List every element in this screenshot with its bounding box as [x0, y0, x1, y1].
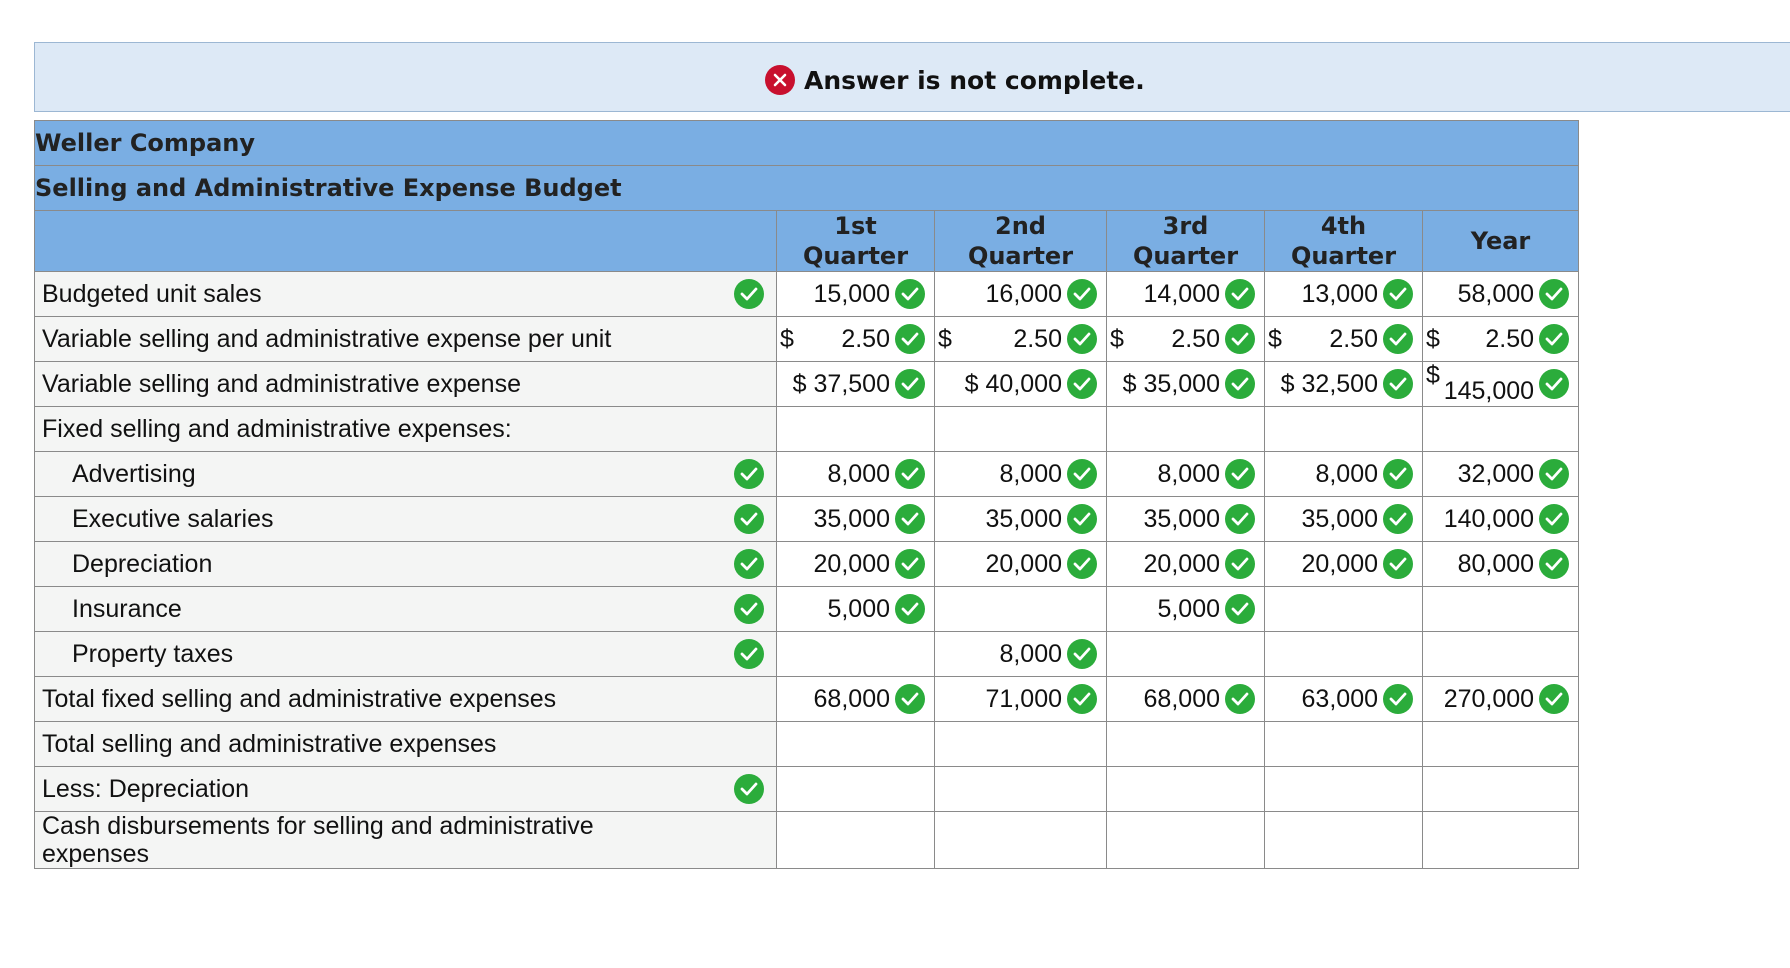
- cell-check-wrap: [1067, 632, 1097, 676]
- check-icon: [1067, 459, 1097, 489]
- amount-value: 140,000: [1443, 504, 1535, 533]
- table-row: [35, 587, 1579, 632]
- amount-value: 8,000: [999, 459, 1062, 488]
- amount-input-cell[interactable]: [1107, 767, 1265, 812]
- amount-input-cell[interactable]: [1265, 407, 1423, 452]
- label-check-wrap: [734, 452, 764, 496]
- amount-input-cell[interactable]: [1423, 767, 1579, 812]
- amount-input-cell[interactable]: [935, 362, 1107, 407]
- amount-input-cell[interactable]: [935, 497, 1107, 542]
- row-label: Total fixed selling and administrative expenses: [42, 684, 557, 713]
- row-label-cell[interactable]: [35, 632, 777, 677]
- amount-input-cell[interactable]: [1265, 677, 1423, 722]
- cell-check-wrap: [1225, 497, 1255, 541]
- amount-value: 8,000: [827, 459, 890, 488]
- amount-input-cell[interactable]: [1423, 587, 1579, 632]
- amount-value: 20,000: [813, 549, 890, 578]
- label-check-wrap: [734, 542, 764, 586]
- row-label-cell[interactable]: [35, 407, 777, 452]
- amount-input-cell[interactable]: [777, 767, 935, 812]
- row-label: Variable selling and administrative expense per unit: [42, 324, 612, 353]
- amount-input-cell[interactable]: [777, 497, 935, 542]
- amount-value: 35,000: [813, 504, 890, 533]
- row-label: Depreciation: [72, 549, 213, 578]
- cell-check-wrap: [1383, 497, 1413, 541]
- check-icon: [895, 504, 925, 534]
- answer-status-banner: [34, 42, 1790, 112]
- check-icon: [1383, 684, 1413, 714]
- amount-value: 5,000: [827, 594, 890, 623]
- amount-input-cell[interactable]: [777, 587, 935, 632]
- amount-input-cell[interactable]: [1265, 272, 1423, 317]
- amount-input-cell[interactable]: [1423, 497, 1579, 542]
- amount-value: 13,000: [1301, 279, 1378, 308]
- cell-check-wrap: [1539, 452, 1569, 496]
- amount-input-cell[interactable]: [1107, 722, 1265, 767]
- column-header-line1: 1st: [834, 212, 877, 240]
- column-header-line2: Quarter: [1290, 242, 1397, 270]
- amount-value: 2.50: [841, 324, 890, 353]
- amount-input-cell[interactable]: [1423, 722, 1579, 767]
- expense-budget-table: [34, 120, 1579, 869]
- cell-check-wrap: [1539, 677, 1569, 721]
- amount-value: 2.50: [1329, 324, 1378, 353]
- check-icon: [895, 324, 925, 354]
- cell-check-wrap: [895, 317, 925, 361]
- amount-input-cell[interactable]: [935, 722, 1107, 767]
- amount-value: 32,000: [1457, 459, 1535, 488]
- cell-check-wrap: [1383, 317, 1413, 361]
- table-row: [35, 452, 1579, 497]
- amount-input-cell[interactable]: [1107, 632, 1265, 677]
- amount-value: 14,000: [1143, 279, 1220, 308]
- row-label: Less: Depreciation: [42, 774, 250, 803]
- check-icon: [895, 459, 925, 489]
- amount-value: 2.50: [1013, 324, 1062, 353]
- amount-input-cell[interactable]: [935, 632, 1107, 677]
- row-label: Total selling and administrative expenses: [42, 729, 497, 758]
- label-check-wrap: [734, 272, 764, 316]
- cell-check-wrap: [1225, 587, 1255, 631]
- check-icon: [1067, 639, 1097, 669]
- check-icon: [734, 639, 764, 669]
- amount-value: 35,000: [1143, 504, 1220, 533]
- check-icon: [1383, 369, 1413, 399]
- row-label-cell[interactable]: [35, 317, 777, 362]
- label-check-wrap: [734, 767, 764, 811]
- row-label: Insurance: [72, 594, 182, 623]
- amount-value: 2.50: [1171, 324, 1220, 353]
- check-icon: [895, 279, 925, 309]
- amount-input-cell[interactable]: [935, 812, 1107, 869]
- cell-check-wrap: [895, 272, 925, 316]
- amount-value: 8,000: [1315, 459, 1378, 488]
- column-header: [1107, 211, 1265, 272]
- table-row: [35, 317, 1579, 362]
- amount-input-cell[interactable]: [777, 677, 935, 722]
- cell-check-wrap: [1067, 677, 1097, 721]
- amount-input-cell[interactable]: [1423, 317, 1579, 362]
- amount-input-cell[interactable]: [1423, 542, 1579, 587]
- amount-input-cell[interactable]: [1265, 497, 1423, 542]
- amount-input-cell[interactable]: [1107, 542, 1265, 587]
- check-icon: [734, 549, 764, 579]
- dollar-sign: $: [780, 324, 794, 353]
- column-header-line2: Quarter: [1132, 242, 1239, 270]
- check-icon: [1383, 324, 1413, 354]
- table-row: [35, 767, 1579, 812]
- check-icon: [1539, 549, 1569, 579]
- row-label: Property taxes: [72, 639, 234, 668]
- amount-input-cell[interactable]: [935, 407, 1107, 452]
- error-x-icon: [765, 65, 795, 95]
- amount-input-cell[interactable]: [935, 272, 1107, 317]
- cell-check-wrap: [895, 587, 925, 631]
- amount-value: 80,000: [1457, 549, 1535, 578]
- amount-input-cell[interactable]: [1423, 452, 1579, 497]
- check-icon: [1383, 459, 1413, 489]
- column-header: [935, 211, 1107, 272]
- column-header-line1: 3rd: [1162, 212, 1209, 240]
- amount-input-cell[interactable]: [935, 317, 1107, 362]
- check-icon: [734, 594, 764, 624]
- cell-check-wrap: [895, 677, 925, 721]
- row-label: Fixed selling and administrative expenses:: [42, 414, 512, 443]
- check-icon: [1383, 279, 1413, 309]
- row-label-cell[interactable]: [35, 497, 777, 542]
- amount-input-cell[interactable]: [935, 542, 1107, 587]
- check-icon: [1539, 369, 1569, 399]
- check-icon: [895, 594, 925, 624]
- amount-value: $ 32,500: [1280, 369, 1378, 398]
- cell-check-wrap: [895, 497, 925, 541]
- check-icon: [1067, 279, 1097, 309]
- amount-input-cell[interactable]: [1265, 542, 1423, 587]
- cell-check-wrap: [895, 362, 925, 406]
- amount-input-cell[interactable]: [1423, 812, 1579, 869]
- column-header: [1265, 211, 1423, 272]
- amount-value: 2.50: [1485, 324, 1535, 353]
- amount-input-cell[interactable]: [1265, 587, 1423, 632]
- check-icon: [895, 549, 925, 579]
- cell-check-wrap: [1383, 452, 1413, 496]
- amount-value: 20,000: [1301, 549, 1378, 578]
- amount-input-cell[interactable]: [935, 677, 1107, 722]
- cell-check-wrap: [895, 542, 925, 586]
- header-blank: [35, 211, 777, 272]
- cell-check-wrap: [1383, 362, 1413, 406]
- amount-input-cell[interactable]: [1265, 812, 1423, 869]
- amount-input-cell[interactable]: [777, 722, 935, 767]
- amount-value: 71,000: [985, 684, 1062, 713]
- amount-value: 35,000: [985, 504, 1062, 533]
- dollar-sign: $: [1426, 361, 1440, 389]
- amount-value: 16,000: [985, 279, 1062, 308]
- check-icon: [895, 684, 925, 714]
- amount-value: $ 35,000: [1122, 369, 1220, 398]
- amount-value: 35,000: [1301, 504, 1378, 533]
- amount-value: 58,000: [1457, 279, 1535, 308]
- amount-value: 270,000: [1443, 684, 1535, 713]
- column-header-line1: 2nd: [995, 212, 1046, 240]
- check-icon: [1225, 324, 1255, 354]
- cell-check-wrap: [1225, 452, 1255, 496]
- cell-check-wrap: [1225, 317, 1255, 361]
- cell-check-wrap: [1383, 272, 1413, 316]
- cell-check-wrap: [1067, 317, 1097, 361]
- amount-input-cell[interactable]: [1265, 632, 1423, 677]
- amount-input-cell[interactable]: [1107, 362, 1265, 407]
- row-label-cell[interactable]: [35, 542, 777, 587]
- amount-input-cell[interactable]: [1423, 632, 1579, 677]
- row-label-cell[interactable]: [35, 677, 777, 722]
- check-icon: [1225, 549, 1255, 579]
- label-check-wrap: [734, 587, 764, 631]
- dollar-sign: $: [938, 324, 952, 353]
- amount-value: 145,000: [1443, 377, 1535, 405]
- table-row: [35, 362, 1579, 407]
- amount-input-cell[interactable]: [1265, 722, 1423, 767]
- check-icon: [1383, 549, 1413, 579]
- amount-value: 5,000: [1157, 594, 1220, 623]
- amount-input-cell[interactable]: [777, 452, 935, 497]
- cell-check-wrap: [1067, 497, 1097, 541]
- amount-input-cell[interactable]: [935, 452, 1107, 497]
- row-label-cell[interactable]: [35, 452, 777, 497]
- table-row: [35, 542, 1579, 587]
- row-label-cell[interactable]: [35, 362, 777, 407]
- check-icon: [895, 369, 925, 399]
- check-icon: [1539, 279, 1569, 309]
- check-icon: [734, 504, 764, 534]
- banner-message: Answer is not complete.: [804, 65, 1145, 95]
- table-row: [35, 497, 1579, 542]
- cell-check-wrap: [1225, 542, 1255, 586]
- amount-input-cell[interactable]: [1265, 452, 1423, 497]
- amount-input-cell[interactable]: [1423, 677, 1579, 722]
- check-icon: [1539, 684, 1569, 714]
- check-icon: [1539, 324, 1569, 354]
- row-label-cell[interactable]: [35, 767, 777, 812]
- check-icon: [1067, 324, 1097, 354]
- table-row: [35, 272, 1579, 317]
- row-label: Cash disbursements for selling and administrative expenses: [42, 812, 594, 868]
- amount-value: 68,000: [1143, 684, 1220, 713]
- amount-input-cell[interactable]: [1107, 317, 1265, 362]
- amount-input-cell[interactable]: [777, 407, 935, 452]
- amount-value: $ 37,500: [792, 369, 890, 398]
- check-icon: [1539, 504, 1569, 534]
- amount-input-cell[interactable]: [1265, 317, 1423, 362]
- row-label: Budgeted unit sales: [42, 279, 262, 308]
- cell-check-wrap: [1067, 362, 1097, 406]
- amount-input-cell[interactable]: [777, 317, 935, 362]
- check-icon: [1067, 549, 1097, 579]
- label-check-wrap: [734, 632, 764, 676]
- cell-check-wrap: [1383, 542, 1413, 586]
- amount-value: 15,000: [813, 279, 890, 308]
- amount-input-cell[interactable]: [935, 587, 1107, 632]
- cell-check-wrap: [1067, 272, 1097, 316]
- amount-input-cell[interactable]: [1107, 497, 1265, 542]
- amount-input-cell[interactable]: [1107, 677, 1265, 722]
- cell-check-wrap: [1067, 542, 1097, 586]
- amount-input-cell[interactable]: [1265, 767, 1423, 812]
- amount-input-cell[interactable]: [777, 812, 935, 869]
- amount-input-cell[interactable]: [1265, 362, 1423, 407]
- cell-check-wrap: [1539, 497, 1569, 541]
- row-label-cell[interactable]: [35, 587, 777, 632]
- check-icon: [1225, 504, 1255, 534]
- column-header-line2: Quarter: [802, 242, 909, 270]
- amount-value: 20,000: [985, 549, 1062, 578]
- check-icon: [734, 459, 764, 489]
- dollar-sign: $: [1426, 324, 1440, 353]
- cell-check-wrap: [1225, 677, 1255, 721]
- amount-input-cell[interactable]: [777, 632, 935, 677]
- amount-input-cell[interactable]: [1107, 812, 1265, 869]
- budget-title: Selling and Administrative Expense Budget: [35, 166, 1579, 211]
- amount-input-cell[interactable]: [1107, 272, 1265, 317]
- amount-input-cell[interactable]: [1423, 272, 1579, 317]
- dollar-sign: $: [1268, 324, 1282, 353]
- check-icon: [1225, 459, 1255, 489]
- check-icon: [1383, 504, 1413, 534]
- check-icon: [1225, 594, 1255, 624]
- dollar-sign: $: [1110, 324, 1124, 353]
- column-header: [777, 211, 935, 272]
- column-header-line2: Quarter: [967, 242, 1074, 270]
- cell-check-wrap: [1539, 272, 1569, 316]
- check-icon: [734, 774, 764, 804]
- amount-value: 8,000: [999, 639, 1062, 668]
- check-icon: [1225, 369, 1255, 399]
- row-label: Advertising: [72, 459, 196, 488]
- amount-value: 8,000: [1157, 459, 1220, 488]
- row-label: Executive salaries: [72, 504, 274, 533]
- row-label: Variable selling and administrative expense: [42, 369, 521, 398]
- column-header-line2: Year: [1470, 227, 1531, 255]
- amount-value: 63,000: [1301, 684, 1378, 713]
- check-icon: [1225, 684, 1255, 714]
- check-icon: [1067, 684, 1097, 714]
- cell-check-wrap: [1539, 542, 1569, 586]
- cell-check-wrap: [1539, 362, 1569, 406]
- cell-check-wrap: [1067, 452, 1097, 496]
- row-label-cell[interactable]: [35, 272, 777, 317]
- cell-check-wrap: [1383, 677, 1413, 721]
- check-icon: [1225, 279, 1255, 309]
- cell-check-wrap: [1225, 362, 1255, 406]
- amount-input-cell[interactable]: [1107, 587, 1265, 632]
- check-icon: [734, 279, 764, 309]
- check-icon: [1067, 504, 1097, 534]
- column-header-line1: 4th: [1320, 212, 1367, 240]
- table-row: [35, 812, 1579, 869]
- amount-input-cell[interactable]: [777, 272, 935, 317]
- column-header: [1423, 211, 1579, 272]
- row-label-cell[interactable]: [35, 812, 777, 869]
- table-row: [35, 677, 1579, 722]
- amount-input-cell[interactable]: [1423, 407, 1579, 452]
- amount-value: 20,000: [1143, 549, 1220, 578]
- amount-input-cell[interactable]: [777, 542, 935, 587]
- company-name: Weller Company: [35, 121, 1579, 166]
- row-label-cell[interactable]: [35, 722, 777, 767]
- amount-input-cell[interactable]: [1423, 362, 1579, 407]
- label-check-wrap: [734, 497, 764, 541]
- check-icon: [1067, 369, 1097, 399]
- cell-check-wrap: [1225, 272, 1255, 316]
- cell-check-wrap: [895, 452, 925, 496]
- amount-value: 68,000: [813, 684, 890, 713]
- table-row: [35, 722, 1579, 767]
- amount-value: $ 40,000: [964, 369, 1062, 398]
- table-row: [35, 632, 1579, 677]
- table-row: [35, 407, 1579, 452]
- amount-input-cell[interactable]: [777, 362, 935, 407]
- check-icon: [1539, 459, 1569, 489]
- amount-input-cell[interactable]: [1107, 407, 1265, 452]
- amount-input-cell[interactable]: [1107, 452, 1265, 497]
- cell-check-wrap: [1539, 317, 1569, 361]
- amount-input-cell[interactable]: [935, 767, 1107, 812]
